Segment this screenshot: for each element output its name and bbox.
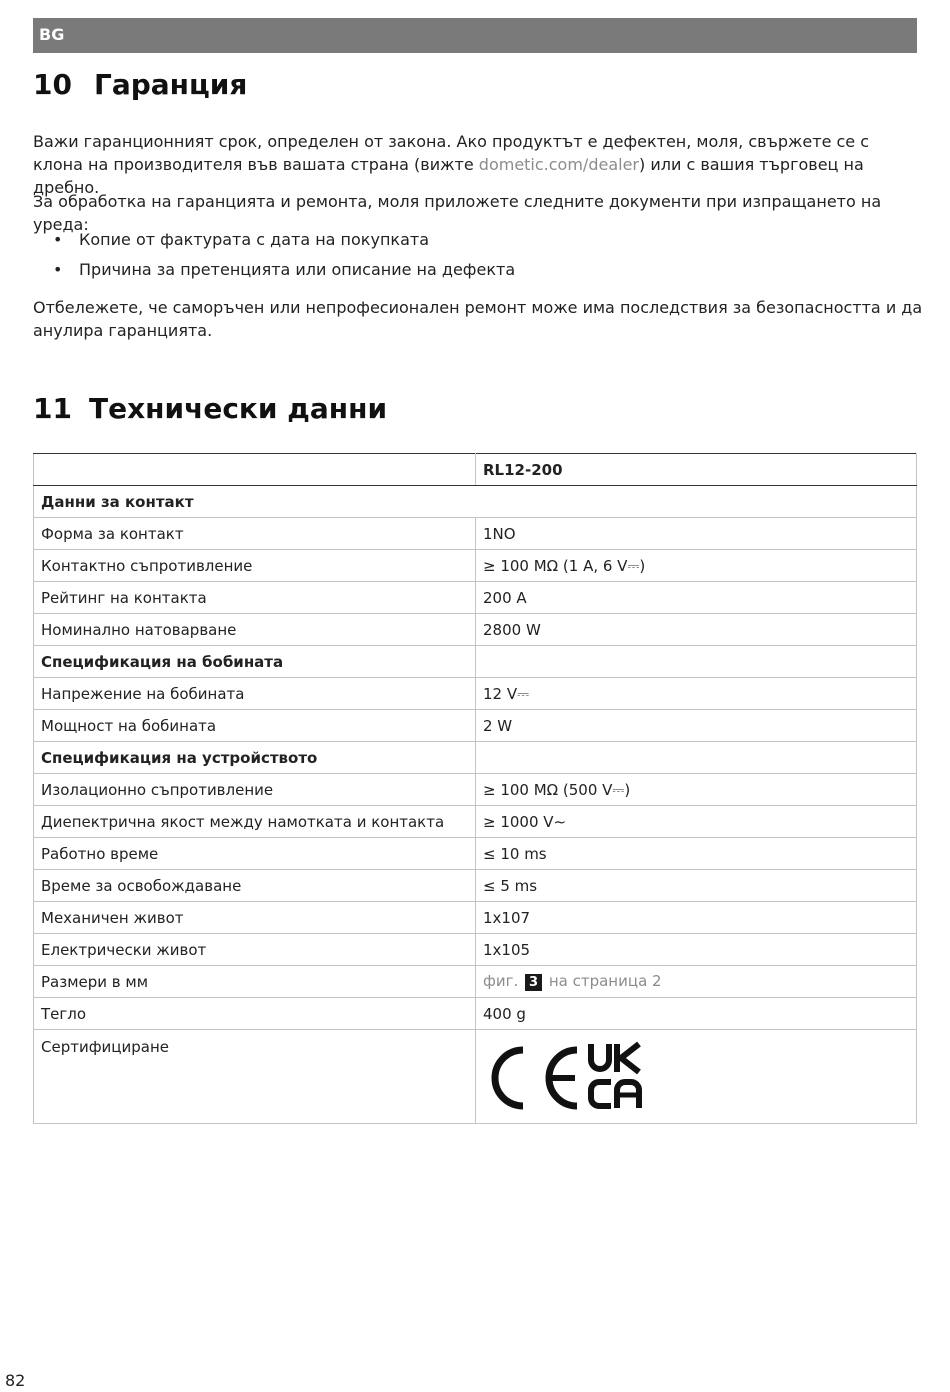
row-value: 2 W [476, 710, 917, 742]
table-row [34, 774, 917, 806]
group-empty-cell [476, 646, 917, 678]
list-item [33, 228, 515, 258]
table-header-empty [34, 454, 476, 486]
ce-ukca-marks-icon [483, 1038, 653, 1110]
row-value: 1NO [476, 518, 917, 550]
table-group-row [34, 742, 917, 774]
row-label: Мощност на бобината [34, 710, 476, 742]
table-row [34, 614, 917, 646]
table-row [34, 582, 917, 614]
dealer-link[interactable]: dometic.com/dealer [478, 155, 639, 174]
table-group-row [34, 646, 917, 678]
row-label: Рейтинг на контакта [34, 582, 476, 614]
row-label: Изолационно съпротивление [34, 774, 476, 806]
group-empty-cell [476, 742, 917, 774]
table-row [34, 550, 917, 582]
page-number: 82 [5, 1371, 26, 1390]
table-row [34, 870, 917, 902]
warranty-paragraph-1 [33, 130, 923, 199]
table-row [34, 710, 917, 742]
table-header-model: RL12-200 [476, 454, 917, 486]
language-tag: BG [39, 25, 65, 44]
section-11-heading [33, 392, 387, 425]
row-label: Контактно съпротивление [34, 550, 476, 582]
section-11-number: 11 [33, 392, 72, 425]
section-11-title: Технически данни [89, 392, 388, 425]
group-coil-label: Спецификация на бобината [34, 646, 476, 678]
fig-text: фиг. [483, 972, 519, 990]
technical-data-table [33, 453, 917, 1124]
list-item [33, 258, 515, 288]
table-row [34, 966, 917, 998]
row-value: ≥ 1000 V∼ [476, 806, 917, 838]
row-value: ≥ 100 MΩ (1 A, 6 V⎓) [476, 550, 917, 582]
row-label: Електрически живот [34, 934, 476, 966]
row-label: Размери в мм [34, 966, 476, 998]
list-item-text: Копие от фактурата с дата на покупката [79, 230, 429, 249]
group-device-label: Спецификация на устройството [34, 742, 476, 774]
table-row [34, 518, 917, 550]
bullet-icon: • [53, 230, 63, 249]
table-row [34, 902, 917, 934]
table-header-row [34, 454, 917, 486]
row-label: Форма за контакт [34, 518, 476, 550]
row-label: Механичен живот [34, 902, 476, 934]
table-row [34, 678, 917, 710]
bullet-icon: • [53, 260, 63, 279]
row-value: ≥ 100 MΩ (500 V⎓) [476, 774, 917, 806]
row-label: Номинално натоварване [34, 614, 476, 646]
row-value: 1x105 [476, 934, 917, 966]
group-contact-label: Данни за контакт [34, 486, 917, 518]
certification-cell [476, 1030, 917, 1124]
row-label: Напрежение на бобината [34, 678, 476, 710]
warranty-paragraph-2: За обработка на гаранцията и ремонта, моля приложете следните документи при изпращането на уреда: [33, 192, 882, 234]
row-label: Сертифициране [34, 1030, 476, 1124]
table-group-row [34, 486, 917, 518]
table-row [34, 934, 917, 966]
row-value: 2800 W [476, 614, 917, 646]
table-row [34, 806, 917, 838]
row-value: 400 g [476, 998, 917, 1030]
section-10-title: Гаранция [94, 68, 248, 101]
row-value: 200 A [476, 582, 917, 614]
row-value: ≤ 10 ms [476, 838, 917, 870]
language-bar [33, 18, 917, 53]
row-label: Тегло [34, 998, 476, 1030]
page-ref-text: на страница 2 [548, 972, 662, 990]
fig-number-badge: 3 [525, 974, 542, 991]
warranty-text-1b: ) или с вашия търговец на дребно. [33, 155, 864, 197]
section-10-heading [33, 68, 247, 101]
dimensions-reference[interactable] [476, 966, 917, 998]
table-row [34, 1030, 917, 1124]
row-label: Диепектрична якост между намотката и контакта [34, 806, 476, 838]
row-value: ≤ 5 ms [476, 870, 917, 902]
list-item-text: Причина за претенцията или описание на дефекта [79, 260, 516, 279]
table-row [34, 998, 917, 1030]
row-value: 12 V⎓ [476, 678, 917, 710]
row-label: Време за освобождаване [34, 870, 476, 902]
row-value: 1x107 [476, 902, 917, 934]
section-10-number: 10 [33, 68, 72, 101]
warranty-paragraph-3: Отбележете, че саморъчен или непрофесионален ремонт може има последствия за безопасността и да анулира гаранцията. [33, 298, 923, 340]
warranty-text-1a: Важи гаранционният срок, определен от закона. Ако продуктът е дефектен, моля, свържете се с клона на производителя във вашата страна (вижте [33, 132, 870, 174]
table-row [34, 838, 917, 870]
row-label: Работно време [34, 838, 476, 870]
warranty-documents-list [33, 228, 515, 288]
